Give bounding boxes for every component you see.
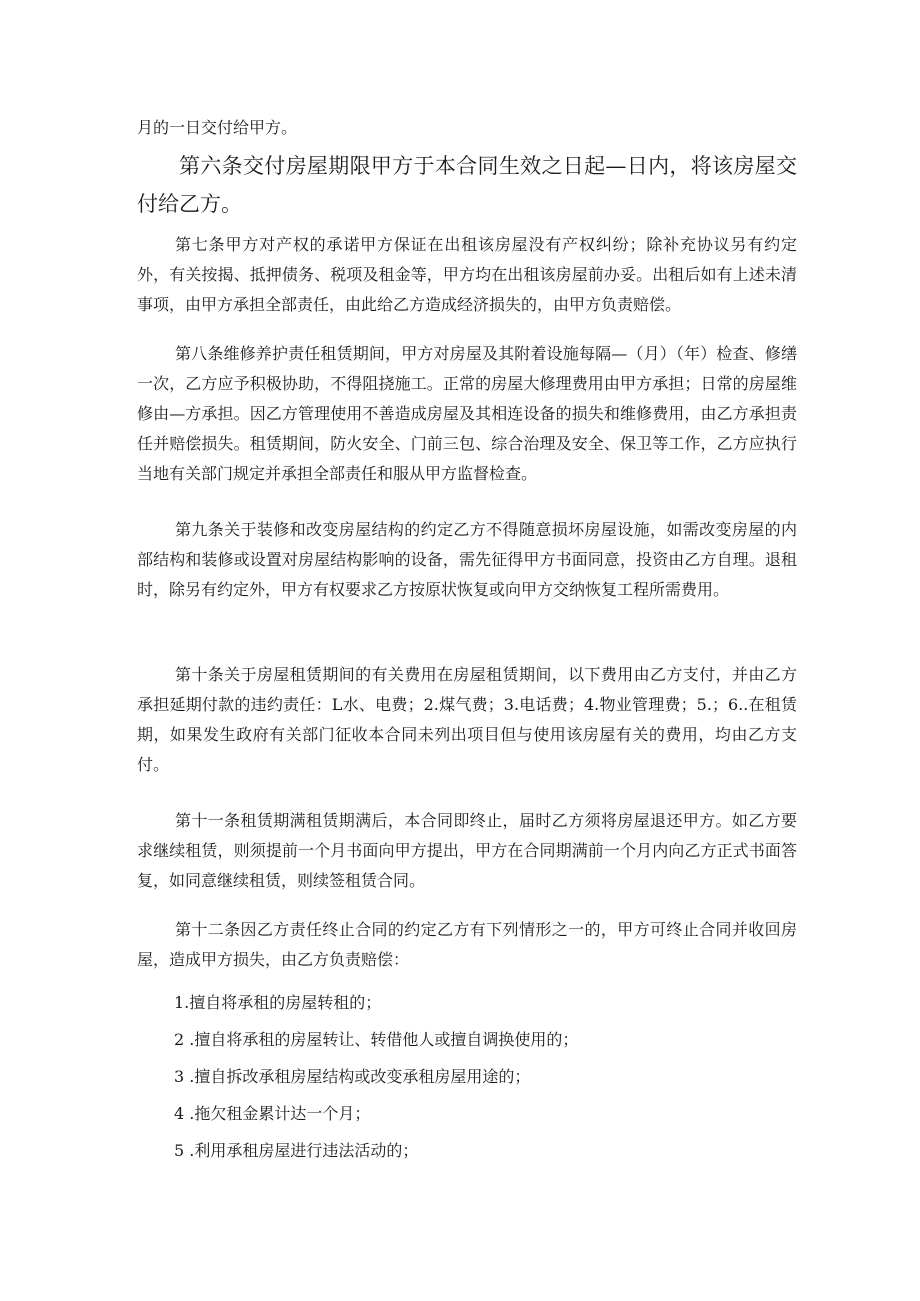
paragraph-article-11: 第十一条租赁期满租赁期满后，本合同即终止，届时乙方须将房屋退还甲方。如乙方要求继续租赁，则须提前一个月书面向甲方提出，甲方在合同期满前一个月内向乙方正式书面答复，如同意继续租赁，则续签租赁合同。 bbox=[137, 811, 797, 890]
list-item: 3 .擅自拆改承租房屋结构或改变承租房屋用途的； bbox=[174, 1067, 531, 1086]
list-item: 1.擅自将承租的房屋转租的； bbox=[174, 993, 382, 1012]
list-item: 5 .利用承租房屋进行违法活动的； bbox=[174, 1141, 419, 1160]
paragraph-article-9: 第九条关于装修和改变房屋结构的约定乙方不得随意损坏房屋设施，如需改变房屋的内部结构和装修或设置对房屋结构影响的设备，需先征得甲方书面同意，投资由乙方自理。退租时，除另有约定外，甲方有权要求乙方按原状恢复或向甲方交纳恢复工程所需费用。 bbox=[137, 520, 797, 599]
paragraph-continuation: 月的一日交付给甲方。 bbox=[137, 118, 298, 137]
paragraph-article-6: 第六条交付房屋期限甲方于本合同生效之日起—日内，将该房屋交付给乙方。 bbox=[137, 154, 797, 216]
paragraph-article-8: 第八条维修养护责任租赁期间，甲方对房屋及其附着设施每隔—（月）（年）检查、修缮一次，乙方应予积极协助，不得阻挠施工。正常的房屋大修理费用由甲方承担；日常的房屋维修由—方承担。因乙方管理使用不善造成房屋及其相连设备的损失和维修费用，由乙方承担责任并赔偿损失。租赁期间，防火安全、门前三包、综合治理及安全、保卫等工作，乙方应执行当地有关部门规定并承担全部责任和服从甲方监督检查。 bbox=[137, 344, 797, 483]
paragraph-article-10: 第十条关于房屋租赁期间的有关费用在房屋租赁期间，以下费用由乙方支付，并由乙方承担延期付款的违约责任：L水、电费；2.煤气费；3.电话费；4.物业管理费；5.；6..在租赁期，如果发生政府有关部门征收本合同未列出项目但与使用该房屋有关的费用，均由乙方支付。 bbox=[137, 665, 797, 774]
list-item: 2 .擅自将承租的房屋转让、转借他人或擅自调换使用的； bbox=[174, 1030, 579, 1049]
paragraph-article-7: 第七条甲方对产权的承诺甲方保证在出租该房屋没有产权纠纷；除补充协议另有约定外，有关按揭、抵押债务、税项及租金等，甲方均在出租该房屋前办妥。出租后如有上述未清事项，由甲方承担全部责任，由此给乙方造成经济损失的，由甲方负责赔偿。 bbox=[137, 235, 797, 314]
paragraph-article-12: 第十二条因乙方责任终止合同的约定乙方有下列情形之一的，甲方可终止合同并收回房屋，造成甲方损失，由乙方负责赔偿： bbox=[137, 920, 797, 969]
list-item: 4 .拖欠租金累计达一个月； bbox=[174, 1104, 371, 1123]
